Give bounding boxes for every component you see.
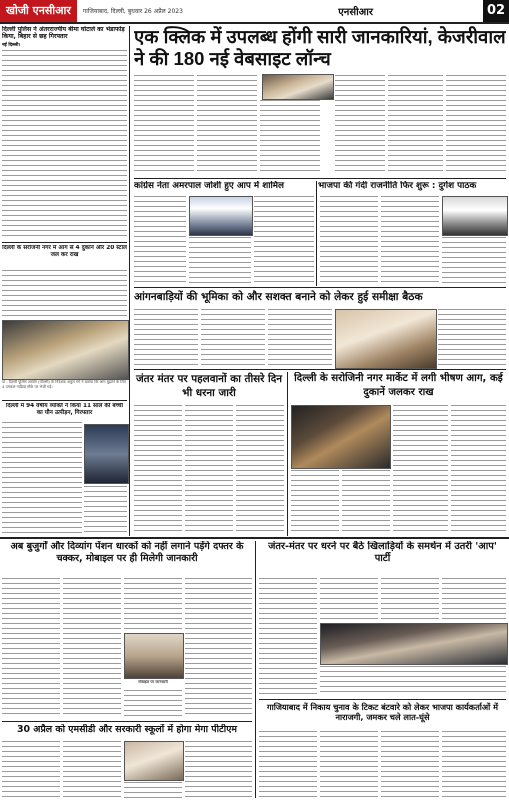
assault-photo (84, 424, 129, 484)
divider (2, 721, 252, 722)
fire-photo (2, 320, 129, 380)
column-rule (316, 181, 317, 286)
durgesh-pathak-photo (442, 196, 508, 236)
pension-text-3 (124, 578, 182, 630)
pension-text-4 (185, 578, 252, 718)
page-number: 02 (483, 0, 509, 22)
sarojini-text-3 (393, 405, 448, 533)
divider (134, 287, 506, 288)
assault-block (2, 403, 127, 419)
ptm-text-1 (2, 741, 60, 798)
ghaziabad-text-3 (381, 731, 439, 798)
aap-text-3 (381, 578, 439, 620)
assault-headline: दिल्ली में 94 वर्षीय व्यक्ति ने किया 11 साल की बच्ची का यौन उत्पीड़न, गिरफ्तार (5, 403, 124, 416)
ptm-text-2 (63, 741, 121, 798)
wrestlers-sitting-photo (291, 405, 391, 469)
divider (2, 400, 127, 401)
sarojini-text-2 (342, 470, 390, 533)
anganwadi-text-4 (438, 309, 506, 367)
bjp-text-2 (381, 196, 439, 284)
divider (134, 369, 506, 370)
ghaziabad-text-2 (320, 731, 378, 798)
sarojini-text-1 (291, 470, 339, 533)
pension-text-5 (124, 690, 182, 718)
article-text-sarojini (2, 270, 127, 318)
congress-joining-headline: कांग्रेस नेता अमरपाल जोशी हुए आप में शामिल (134, 181, 284, 191)
ptm-photo (124, 741, 184, 781)
column-rule (255, 541, 256, 798)
section-title: एनसीआर (338, 7, 373, 18)
banner-article-text-3 (260, 100, 320, 175)
dateline: नई दिल्ली। (2, 43, 21, 49)
bjp-politics-headline: भाजपा की गंदी राजनीति फिर शुरू : दुर्गेश पाठक (318, 181, 477, 191)
bjp-text-1 (320, 196, 378, 284)
wrestlers-text-2 (185, 405, 233, 533)
banner-article-text-4 (335, 75, 385, 175)
congress-text-2 (189, 237, 251, 284)
insurance-scam-headline: दिल्ली पुलिस ने अंतरराज्यीय बीमा घोटाले का भंडाफोड़ किया, बिहार से छह गिरफ्तार (2, 26, 125, 41)
date-line: गाजियाबाद, दिल्ली, बुधवार 26 अप्रैल 2023 (82, 8, 183, 15)
ghaziabad-election-headline: गाजियाबाद में निकाय चुनाव के टिकट बंटवारे को लेकर भाजपा कार्यकर्ताओं में नाराजगी, जमकर चले लात-घूंसे (266, 702, 499, 722)
section-divider (0, 537, 509, 539)
anganwadi-meeting-headline: आंगनबाड़ियों की भूमिका को और सशक्त बनाने को लेकर हुई समीक्षा बैठक (134, 291, 423, 303)
sarojini-nagar-fire-headline: दिल्ली के सरोजिनी नगर मार्केट में लगी भीषण आग, कई दुकानें जलकर राख (294, 373, 503, 398)
wrestlers-protest-headline: जंतर मंतर पर पहलवानों का तीसरे दिन भी धरना जारी (135, 373, 283, 399)
article-text-insurance (2, 50, 127, 240)
article-text-assault-2 (84, 486, 127, 534)
ptm-text-4 (185, 741, 252, 798)
pension-text-2 (63, 578, 121, 718)
banner-article-text-6 (446, 75, 506, 175)
congress-text-1 (134, 196, 186, 284)
sarojini-text-4 (451, 405, 506, 533)
pension-headline: अब बुजुर्गों और दिव्यांग पेंशन धारकों को नहीं लगाने पड़ेंगे दफ्तर के चक्कर, मोबाइल पर ही मिलेगी जानकारी (10, 541, 244, 564)
ghaziabad-text-4 (442, 731, 506, 798)
anganwadi-text-2 (201, 309, 265, 367)
banner-article-text-2 (197, 75, 257, 175)
aap-text-2 (320, 578, 378, 620)
aap-text-4 (442, 578, 506, 620)
kejriwal-photo (262, 74, 334, 100)
aap-support-headline: जंतर-मंतर पर धरने पर बैठे खिलाड़ियों के समर्थन में उतरी 'आप' पार्टी (268, 541, 497, 564)
banner-article-text-5 (388, 75, 443, 175)
fire-photo-caption: दो - दिल्ली पुलिस आयोग (पीएसी) के निदेशक अतुल गर्ग ने बताया कि आग बुझाने के लिए 4 दमकल गाड़ियां मौके पर भेजी गईं। (2, 380, 126, 389)
wrestlers-text-3 (236, 405, 284, 533)
sarojini-sub-block (2, 245, 127, 269)
masthead (0, 0, 509, 24)
ptm-text-3 (124, 782, 182, 798)
pension-photo (124, 633, 184, 679)
kejriwal-website-headline: एक क्लिक में उपलब्ध होंगी सारी जानकारियां, केजरीवाल ने की 180 नई वेबसाइट लॉन्च (134, 26, 506, 69)
sarojini-fire-sub-headline: दिल्ली के सरोजनी नगर में आग से 4 दुकानें और 20 स्टॉल जल कर राख (2, 245, 127, 258)
paper-name: खोजी एनसीआर (0, 0, 77, 22)
anganwadi-text-1 (134, 309, 198, 367)
aap-protest-photo (320, 623, 508, 665)
pension-text-1 (2, 578, 60, 718)
aap-text-5 (320, 666, 506, 696)
congress-joining-photo (189, 196, 253, 236)
bjp-text-3 (442, 237, 506, 284)
atishi-photo (335, 309, 437, 369)
pension-inset-caption: मोबाइल पर जानकारी (138, 680, 168, 684)
wrestlers-text-1 (134, 405, 182, 533)
anganwadi-text-3 (268, 309, 332, 367)
school-ptm-headline: 30 अप्रैल को एमसीडी और सरकारी स्कूलों में होगा मेगा पीटीएम (16, 724, 237, 735)
divider (134, 178, 506, 179)
congress-text-3 (254, 196, 314, 284)
banner-article-text-1 (134, 75, 194, 175)
column-rule (287, 372, 288, 536)
aap-text-1 (259, 578, 317, 696)
column-rule (129, 26, 130, 536)
divider (2, 242, 127, 243)
article-text-assault (2, 422, 82, 534)
ghaziabad-text-1 (259, 731, 317, 798)
divider (259, 699, 506, 700)
